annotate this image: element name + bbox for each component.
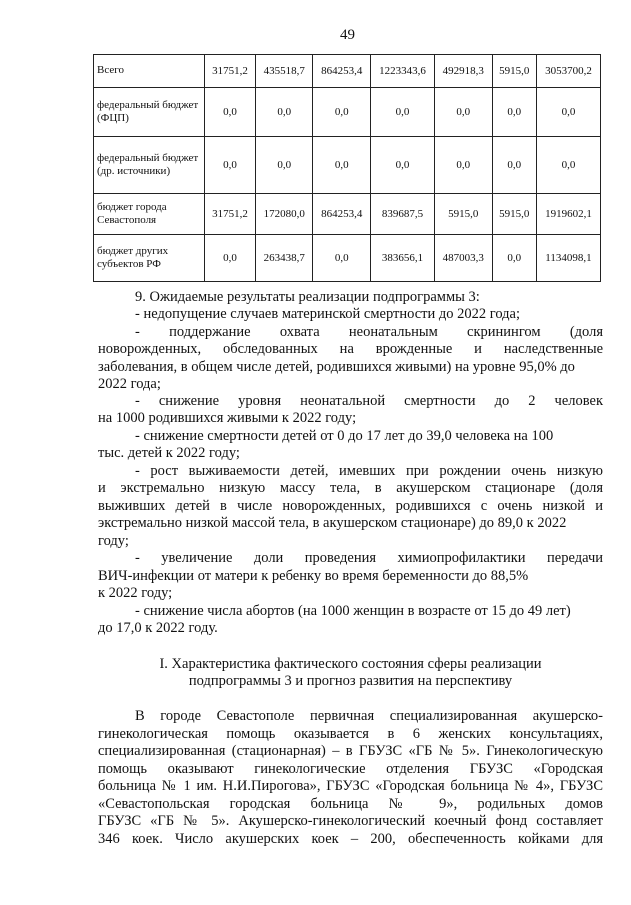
paragraph-line: тыс. детей к 2022 году;	[98, 445, 240, 461]
row-label: бюджет других субъектов РФ	[94, 235, 205, 282]
section-heading: I. Характеристика фактического состояния сферы реализации	[159, 656, 542, 672]
row-label: бюджет города Севастополя	[94, 194, 205, 235]
table-cell: 0,0	[536, 137, 600, 194]
row-label: федеральный бюджет (ФЦП)	[94, 88, 205, 137]
paragraph-line: - снижение уровня неонатальной смертности до 2 человек	[135, 393, 603, 409]
table-row	[94, 55, 601, 88]
table-cell: 0,0	[492, 235, 536, 282]
table-cell: 1134098,1	[536, 235, 600, 282]
paragraph-line: до 17,0 к 2022 году.	[98, 620, 218, 636]
section-heading: подпрограммы 3 и прогноз развития на перспективу	[188, 673, 513, 689]
table-cell: 839687,5	[370, 194, 434, 235]
table-row	[94, 235, 601, 282]
table-cell: 263438,7	[255, 235, 313, 282]
paragraph-line: - поддержание охвата неонатальным скринингом (доля	[135, 324, 603, 340]
table-cell: 0,0	[205, 137, 256, 194]
paragraph-line: ВИЧ-инфекции от матери к ребенку во время беременности до 88,5%	[98, 568, 529, 584]
table-cell: 0,0	[255, 137, 313, 194]
paragraph-line: на 1000 родившихся живыми к 2022 году;	[98, 410, 357, 426]
paragraph-line: экстремально низкой массой тела, в акушерском стационаре) до 89,0 к 2022	[98, 515, 567, 531]
paragraph-line: - снижение смертности детей от 0 до 17 лет до 39,0 человека на 100	[135, 428, 554, 444]
paragraph-line: - снижение числа абортов (на 1000 женщин в возрасте от 15 до 49 лет)	[135, 603, 571, 619]
table-cell: 0,0	[255, 88, 313, 137]
table-cell: 383656,1	[370, 235, 434, 282]
table-cell: 864253,4	[313, 55, 371, 88]
table-cell: 1223343,6	[370, 55, 434, 88]
table-cell: 5915,0	[435, 194, 493, 235]
paragraph-line: заболевания, в общем числе детей, родившихся живыми) на уровне 95,0% до	[98, 359, 575, 375]
paragraph-line: помощь оказывают гинекологические отделения ГБУЗС «Городская	[98, 761, 603, 777]
paragraph-line: и экстремально низкую массу тела, в акушерском стационаре (доля	[98, 480, 603, 496]
budget-table	[93, 54, 601, 282]
paragraph-line: 2022 года;	[98, 376, 161, 392]
paragraph-line: специализированная (стационарная) – в ГБУЗС «ГБ № 5». Гинекологическую	[98, 743, 603, 759]
paragraph-line: новорожденных, обследованных на врожденные и наследственные	[98, 341, 603, 357]
paragraph-line: гинекологическая помощь оказывается в 6 женских консультациях,	[98, 726, 603, 742]
table-cell: 1919602,1	[536, 194, 600, 235]
row-label: Всего	[94, 55, 205, 88]
paragraph-line: «Севастопольская городская больница № 9», родильных домов	[98, 796, 603, 812]
table-cell: 3053700,2	[536, 55, 600, 88]
paragraph-line: - рост выживаемости детей, имевших при рождении очень низкую	[135, 463, 603, 479]
paragraph-line: выживших детей в числе новорожденных, родившихся с очень низкой и	[98, 498, 603, 514]
table-row	[94, 137, 601, 194]
table-cell: 0,0	[313, 88, 371, 137]
table-cell: 0,0	[492, 137, 536, 194]
paragraph-line: 346 коек. Число акушерских коек – 200, обеспеченность койками для	[98, 831, 603, 847]
table-cell: 435518,7	[255, 55, 313, 88]
table-row	[94, 88, 601, 137]
row-label: федеральный бюджет (др. источники)	[94, 137, 205, 194]
table-cell: 0,0	[313, 235, 371, 282]
table-cell: 172080,0	[255, 194, 313, 235]
table-cell: 5915,0	[492, 55, 536, 88]
table-cell: 5915,0	[492, 194, 536, 235]
table-cell: 31751,2	[205, 194, 256, 235]
table-cell: 0,0	[370, 88, 434, 137]
table-cell: 0,0	[435, 137, 493, 194]
paragraph-line: В городе Севастополе первичная специализированная акушерско-	[135, 708, 603, 724]
paragraph-line: к 2022 году;	[98, 585, 173, 601]
page-number: 49	[340, 27, 355, 43]
table-cell: 0,0	[435, 88, 493, 137]
table-cell: 0,0	[370, 137, 434, 194]
paragraph-line: ГБУЗС «ГБ № 5». Акушерско-гинекологический коечный фонд составляет	[98, 813, 603, 829]
table-cell: 0,0	[313, 137, 371, 194]
table-cell: 31751,2	[205, 55, 256, 88]
paragraph-line: - недопущение случаев материнской смертности до 2022 года;	[135, 306, 521, 322]
table-cell: 0,0	[205, 88, 256, 137]
table-cell: 487003,3	[435, 235, 493, 282]
section-9-heading: 9. Ожидаемые результаты реализации подпрограммы 3:	[135, 289, 480, 305]
paragraph-line: году;	[98, 533, 129, 549]
table-cell: 492918,3	[435, 55, 493, 88]
table-cell: 864253,4	[313, 194, 371, 235]
table-row	[94, 194, 601, 235]
table-cell: 0,0	[205, 235, 256, 282]
paragraph-line: больница № 1 им. Н.И.Пирогова», ГБУЗС «Городская больница № 4», ГБУЗС	[98, 778, 603, 794]
table-cell: 0,0	[536, 88, 600, 137]
table-cell: 0,0	[492, 88, 536, 137]
paragraph-line: - увеличение доли проведения химиопрофилактики передачи	[135, 550, 603, 566]
